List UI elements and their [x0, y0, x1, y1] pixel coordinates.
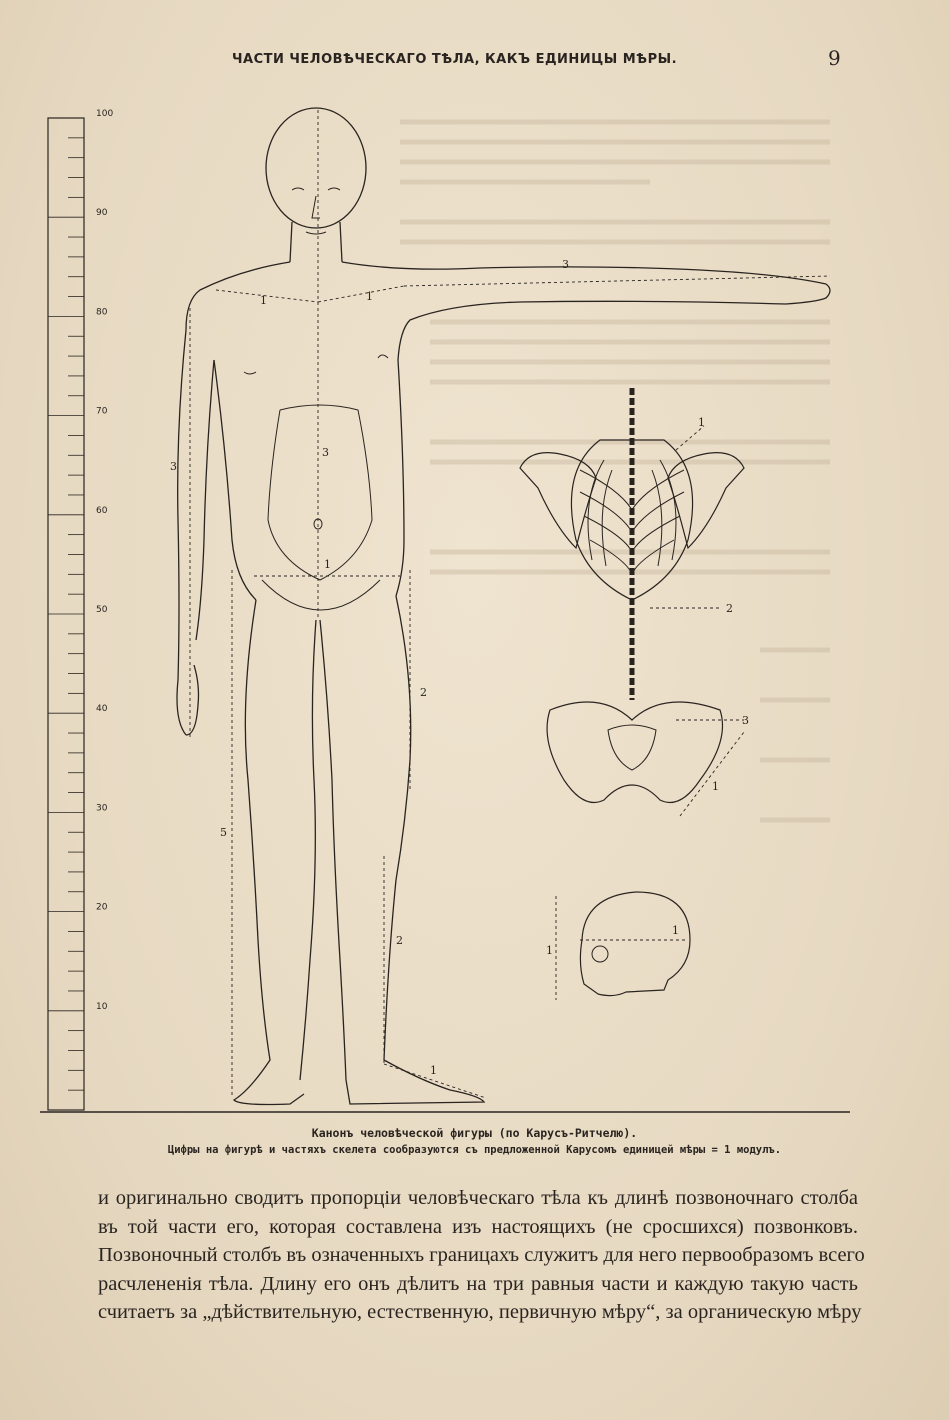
- measure-label-shoulder-left: 1: [260, 294, 267, 307]
- ruler-label: 70: [96, 406, 108, 417]
- ruler-label: 60: [96, 505, 108, 516]
- measure-label-torso: 3: [322, 446, 329, 459]
- ruler-label: 80: [96, 307, 108, 318]
- page-number: 9: [828, 46, 841, 70]
- ruler-label: 40: [96, 704, 108, 715]
- body-line: расчлененія тѣла. Длину его онъ дѣлитъ на три равныя части и каждую такую часть: [98, 1272, 858, 1295]
- body-paragraph: [98, 1184, 865, 1327]
- measure-label-skull-vertical: 1: [546, 944, 553, 957]
- ruler-label: 50: [96, 605, 108, 615]
- bleed-through-text: [400, 122, 830, 820]
- measure-label-foot: 1: [430, 1064, 437, 1077]
- body-line: Позвоночный столбъ въ означенныхъ границахъ служитъ для него первообразомъ всего: [98, 1244, 865, 1267]
- skeleton-torso: [520, 388, 744, 803]
- measurement-ruler: [48, 109, 113, 1110]
- body-line: считаетъ за „дѣйствительную, естественную, первичную мѣру“, за органическую мѣру: [98, 1301, 862, 1324]
- ruler-label: 90: [96, 208, 108, 219]
- ruler-label: 100: [96, 109, 114, 119]
- measure-label-outer-leg-lower: 2: [396, 934, 403, 947]
- measurement-lines: [190, 110, 830, 1098]
- measure-label-skeleton-scapula: 1: [698, 416, 705, 429]
- figure-caption-title: Канонъ человѣческой фигуры (по Карусъ-Ритчелю).: [311, 1126, 638, 1140]
- measure-label-shoulder-right: 1: [366, 290, 373, 303]
- measure-label-arm-vertical: 3: [170, 460, 177, 473]
- measure-label-inner-leg: 5: [220, 826, 227, 839]
- body-line: въ той части его, которая составлена изъ настоящихъ (не сросшихся) позвонковъ.: [98, 1215, 858, 1238]
- measure-label-skull-horizontal: 1: [672, 924, 679, 937]
- measure-label-arm-horizontal: 3: [562, 258, 569, 271]
- ruler-label: 20: [96, 902, 108, 913]
- body-line: и оригинально сводитъ пропорціи человѣческаго тѣла къ длинѣ позвоночнаго столба: [98, 1187, 858, 1209]
- measure-label-skeleton-pelvis-top: 3: [742, 714, 749, 727]
- running-title: ЧАСТИ ЧЕЛОВѢЧЕСКАГО ТѢЛА, КАКЪ ЕДИНИЦЫ МѢРЫ.: [232, 52, 678, 67]
- ruler-label: 30: [96, 803, 108, 814]
- measure-label-pelvis: 1: [324, 558, 331, 571]
- skull-illustration: [556, 892, 690, 1000]
- measure-label-skeleton-spine: 2: [726, 602, 733, 615]
- measure-label-outer-leg-upper: 2: [420, 686, 427, 699]
- figure-caption-note: Цифры на фигурѣ и частяхъ скелета сообразуются съ предложенной Карусомъ единицей мѣры = 1 модулъ.: [167, 1144, 782, 1156]
- ruler-label: 10: [96, 1001, 108, 1012]
- measure-label-skeleton-pelvis-diag: 1: [712, 780, 719, 793]
